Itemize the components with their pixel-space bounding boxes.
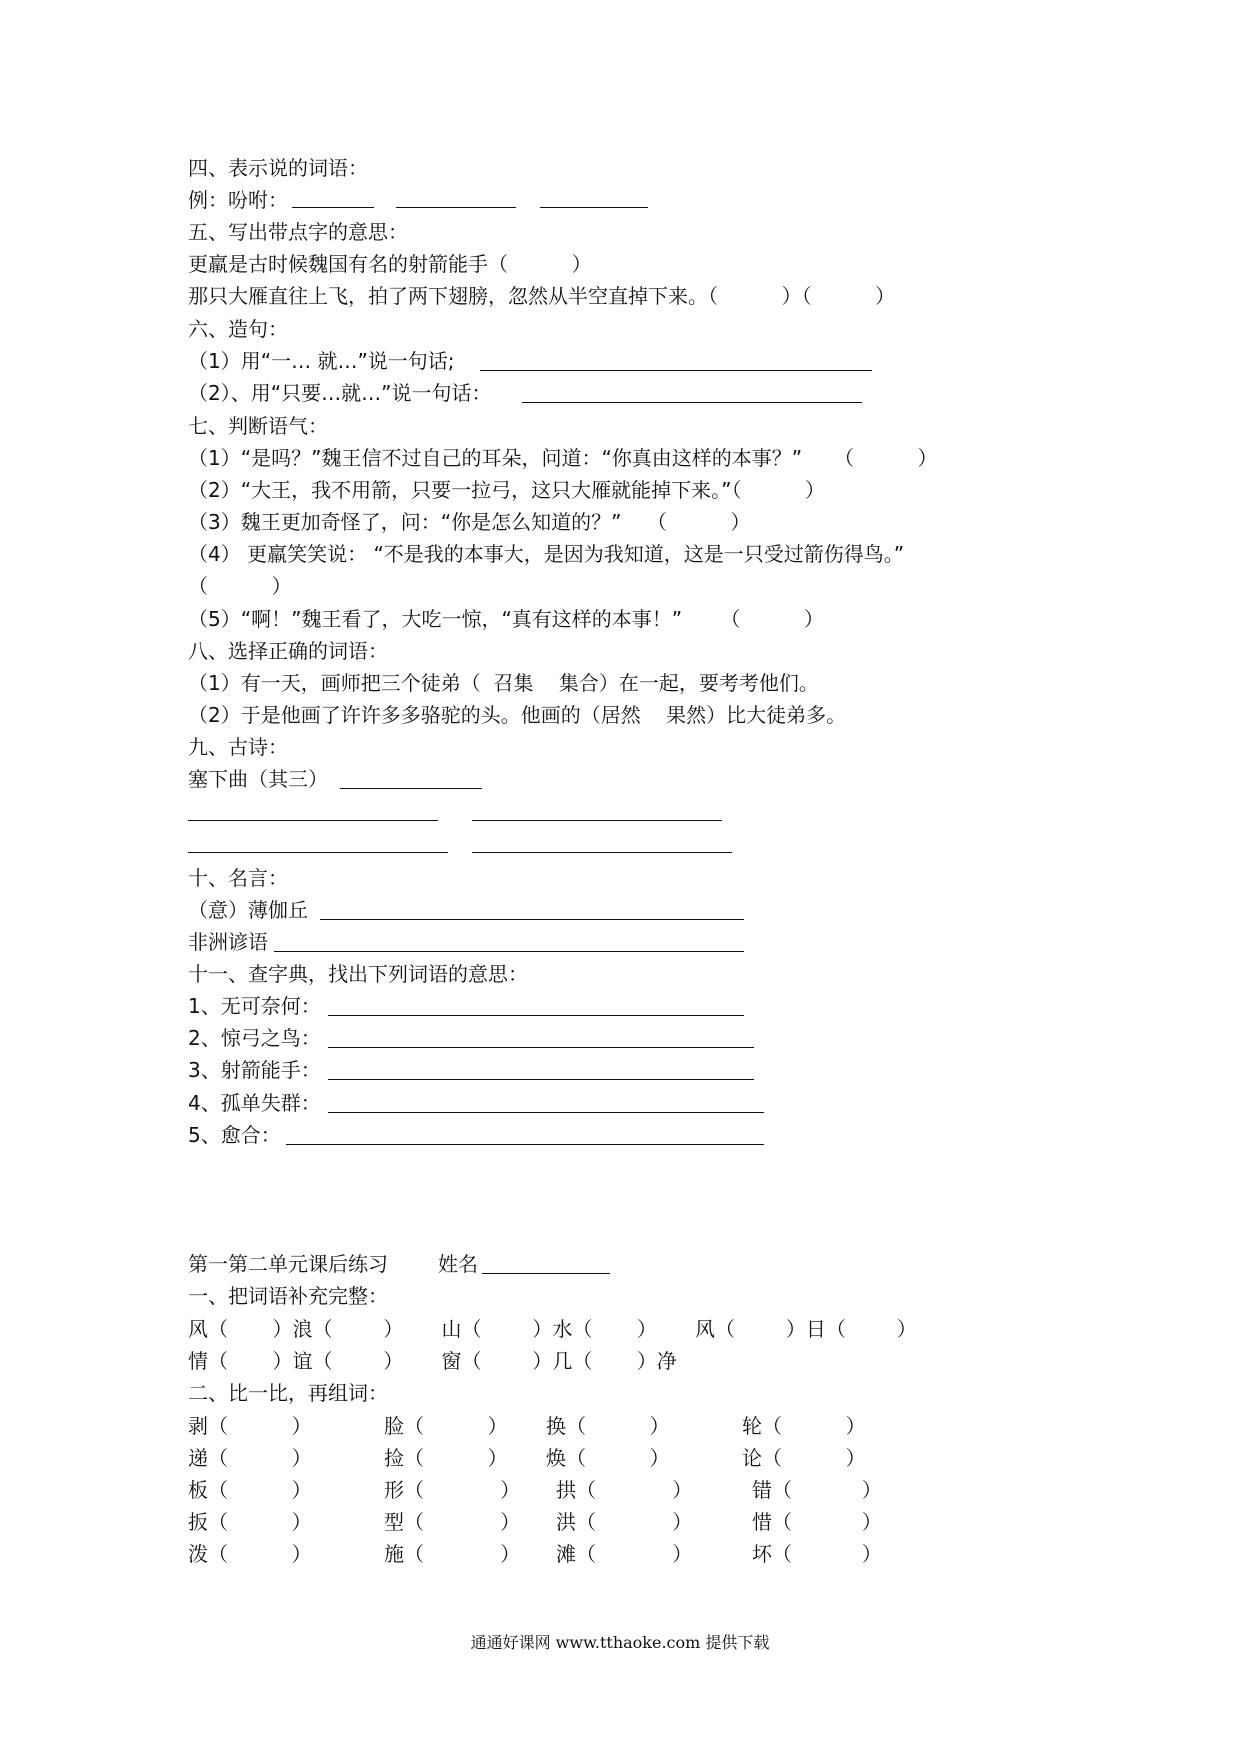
dictionary-item: 1、无可奈何： (188, 994, 321, 1018)
part2-question-1-row-2: 情（ ）谊（ ） 窗（ ）几（ ）净 (188, 1349, 677, 1373)
word-cell: 洪（ ） (556, 1510, 693, 1534)
blank-line[interactable] (328, 1079, 754, 1080)
blank-line[interactable] (396, 207, 516, 208)
blank-line[interactable] (328, 1047, 754, 1048)
part2-question-1-row-1: 风（ ）浪（ ） 山（ ）水（ ） 风（ ）日（ ） (188, 1317, 917, 1341)
word-cell: 捡（ ） (384, 1446, 508, 1470)
quote-2-label: 非洲谚语 (188, 930, 268, 954)
word-cell: 焕（ ） (546, 1446, 670, 1470)
name-blank-line[interactable] (482, 1273, 610, 1274)
word-cell: 轮（ ） (742, 1414, 866, 1438)
poem-title: 塞下曲（其三） (188, 767, 328, 791)
word-cell: 施（ ） (384, 1542, 521, 1566)
section-10-title: 十、名言： (188, 866, 288, 890)
word-cell: 扳（ ） (188, 1510, 312, 1534)
section-8-line-2: （2）于是他画了许许多多骆驼的头。他画的（居然 果然）比大徒弟多。 (188, 703, 847, 727)
section-8-title: 八、选择正确的词语： (188, 639, 388, 663)
blank-line[interactable] (328, 1112, 764, 1113)
section-4-title: 四、表示说的词语： (188, 156, 368, 180)
dictionary-item: 3、射箭能手： (188, 1058, 321, 1082)
section-7-line-4-answer: （ ） (188, 574, 292, 598)
blank-line[interactable] (292, 207, 374, 208)
section-7-line-5: （5）“啊！”魏王看了，大吃一惊，“真有这样的本事！” （ ） (188, 607, 824, 631)
blank-line[interactable] (328, 1015, 744, 1016)
section-5-line-2: 那只大雁直往上飞，拍了两下翅膀，忽然从半空直掉下来。（ ）（ ） (188, 284, 896, 308)
blank-line[interactable] (480, 370, 872, 371)
section-6-title: 六、造句： (188, 317, 288, 341)
exercise-title: 第一第二单元课后练习 (188, 1252, 388, 1276)
section-4-example-line (188, 187, 288, 213)
word-cell: 错（ ） (752, 1478, 882, 1502)
word-cell: 拱（ ） (556, 1478, 693, 1502)
blank-line[interactable] (274, 951, 744, 952)
section-7-title: 七、判断语气： (188, 414, 328, 438)
word-cell: 论（ ） (742, 1446, 866, 1470)
name-label: 姓名 (438, 1252, 478, 1276)
poem-blank-line[interactable] (472, 820, 722, 821)
blank-line[interactable] (540, 207, 648, 208)
word-cell: 滩（ ） (556, 1542, 693, 1566)
poem-blank-line[interactable] (188, 852, 448, 853)
blank-line[interactable] (320, 919, 744, 920)
section-8-line-1: （1）有一天，画师把三个徒弟（ 召集 集合）在一起，要考考他们。 (188, 671, 819, 695)
section-4-example-label: 例：吩咐： (188, 188, 288, 212)
page-footer: 通通好课网 www.tthaoke.com 提供下载 (470, 1633, 770, 1652)
quote-1-label: （意）薄伽丘 (188, 898, 308, 922)
section-7-line-2: （2）“大王，我不用箭，只要一拉弓，这只大雁就能掉下来。”（ ） (188, 478, 826, 502)
section-7-line-3: （3）魏王更加奇怪了，问：“你是怎么知道的？” （ ） (188, 510, 751, 534)
word-cell: 泼（ ） (188, 1542, 312, 1566)
dictionary-item: 2、惊弓之鸟： (188, 1026, 321, 1050)
section-11-title: 十一、查字典，找出下列词语的意思： (188, 962, 528, 986)
blank-line[interactable] (522, 402, 862, 403)
word-cell: 板（ ） (188, 1478, 312, 1502)
part2-question-1-title: 一、把词语补充完整： (188, 1284, 388, 1308)
part2-question-2-title: 二、比一比，再组词： (188, 1381, 388, 1405)
word-cell: 递（ ） (188, 1446, 312, 1470)
dictionary-item: 4、孤单失群： (188, 1091, 321, 1115)
section-6-line-2: （2）、用“只要…就…”说一句话： (188, 381, 492, 405)
word-cell: 剥（ ） (188, 1414, 312, 1438)
poem-blank-line[interactable] (472, 852, 732, 853)
word-cell: 换（ ） (546, 1414, 670, 1438)
section-9-title: 九、古诗： (188, 735, 288, 759)
dictionary-item: 5、愈合： (188, 1123, 281, 1147)
word-cell: 型（ ） (384, 1510, 521, 1534)
blank-line[interactable] (286, 1144, 764, 1145)
word-cell: 形（ ） (384, 1478, 521, 1502)
section-7-line-1: （1）“是吗？”魏王信不过自己的耳朵，问道：“你真由这样的本事？” （ ） (188, 446, 938, 470)
section-6-line-1: （1）用“一… 就…”说一句话; (188, 349, 455, 373)
section-5-line-1: 更羸是古时候魏国有名的射箭能手（ ） (188, 252, 592, 276)
blank-line[interactable] (340, 788, 482, 789)
word-cell: 坏（ ） (752, 1542, 882, 1566)
word-cell: 惜（ ） (752, 1510, 882, 1534)
section-7-line-4: （4） 更羸笑笑说： “不是我的本事大，是因为我知道，这是一只受过箭伤得鸟。” (188, 542, 905, 566)
section-5-title: 五、写出带点字的意思： (188, 220, 408, 244)
word-cell: 脸（ ） (384, 1414, 508, 1438)
poem-blank-line[interactable] (188, 820, 438, 821)
